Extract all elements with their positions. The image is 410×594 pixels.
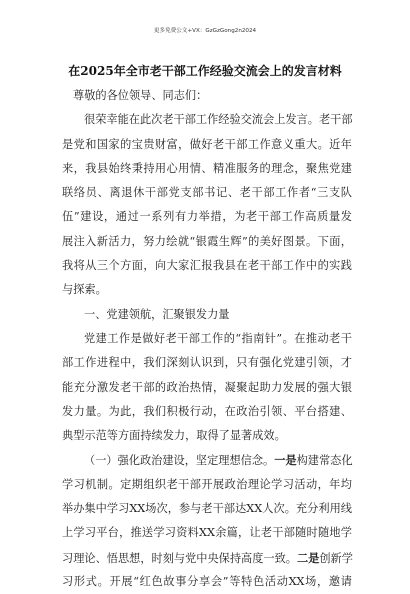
paragraph-line: 来，我县始终秉持用心用情、精准服务的理念，聚焦党建: [62, 161, 352, 175]
paragraph-line: 党建工作是做好老干部工作的“指南针”。在推动老干: [84, 331, 352, 345]
paragraph-line: 举办集中学习XX场次，参与老干部达XX人次。充分利用线: [62, 502, 352, 516]
point-text: 习理论、悟思想，时刻与党中央保持高度一致。: [62, 551, 297, 565]
document-title: 在2025年全市老干部工作经验交流会上的发言材料: [68, 64, 342, 78]
paragraph-line: 学习机制。定期组织老干部开展政治理论学习活动，年均: [62, 477, 352, 491]
paragraph-line: 上学习平台，推送学习资料XX余篇，让老干部随时随地学: [62, 526, 352, 540]
header-note: 更多免费公文+VX：GzGzGong2n2024: [153, 28, 257, 34]
subsection-lead-line: [62, 448, 352, 472]
paragraph-line: 很荣幸能在此次老干部工作经验交流会上发言。老干部: [84, 113, 353, 127]
paragraph-line: 习形式。开展“红色故事分享会”等特色活动XX场，邀请: [62, 574, 352, 588]
paragraph-line: 与探索。: [62, 283, 107, 297]
paragraph-line: 典型示范等方面持续发力，取得了显著成效。: [62, 429, 286, 443]
point-marker: 一是: [274, 453, 297, 468]
paragraph-line: 展注入新活力，努力绘就“银霞生辉”的美好图景。下面，: [62, 234, 352, 248]
paragraph-line: 发力量。为此，我们积极行动，在政治引领、平台搭建、: [62, 404, 352, 418]
paragraph-line: 我将从三个方面，向大家汇报我县在老干部工作中的实践: [62, 259, 352, 273]
point-marker: 二是: [296, 550, 320, 565]
section-heading: 一、党建领航，汇聚银发力量: [84, 307, 230, 321]
paragraph-line: [62, 546, 352, 570]
point-text: 构建常态化: [296, 454, 353, 468]
subsection-heading: （一）强化政治建设，坚定理想信念。: [84, 454, 275, 468]
paragraph-line: 部工作进程中，我们深刻认识到，只有强化党建引领，才: [62, 356, 352, 370]
paragraph-line: 联络员、离退休干部党支部书记、老干部工作者“三支队: [62, 186, 352, 200]
salutation: 尊敬的各位领导、同志们：: [73, 89, 208, 102]
paragraph-line: 是党和国家的宝贵财富，做好老干部工作意义重大。近年: [62, 137, 352, 151]
paragraph-line: 伍”建设，通过一系列有力举措，为老干部工作高质量发: [62, 210, 352, 224]
point-text: 创新学: [319, 551, 353, 565]
paragraph-line: 能充分激发老干部的政治热情，凝聚起助力发展的强大银: [62, 380, 352, 394]
document-body: [62, 84, 352, 594]
